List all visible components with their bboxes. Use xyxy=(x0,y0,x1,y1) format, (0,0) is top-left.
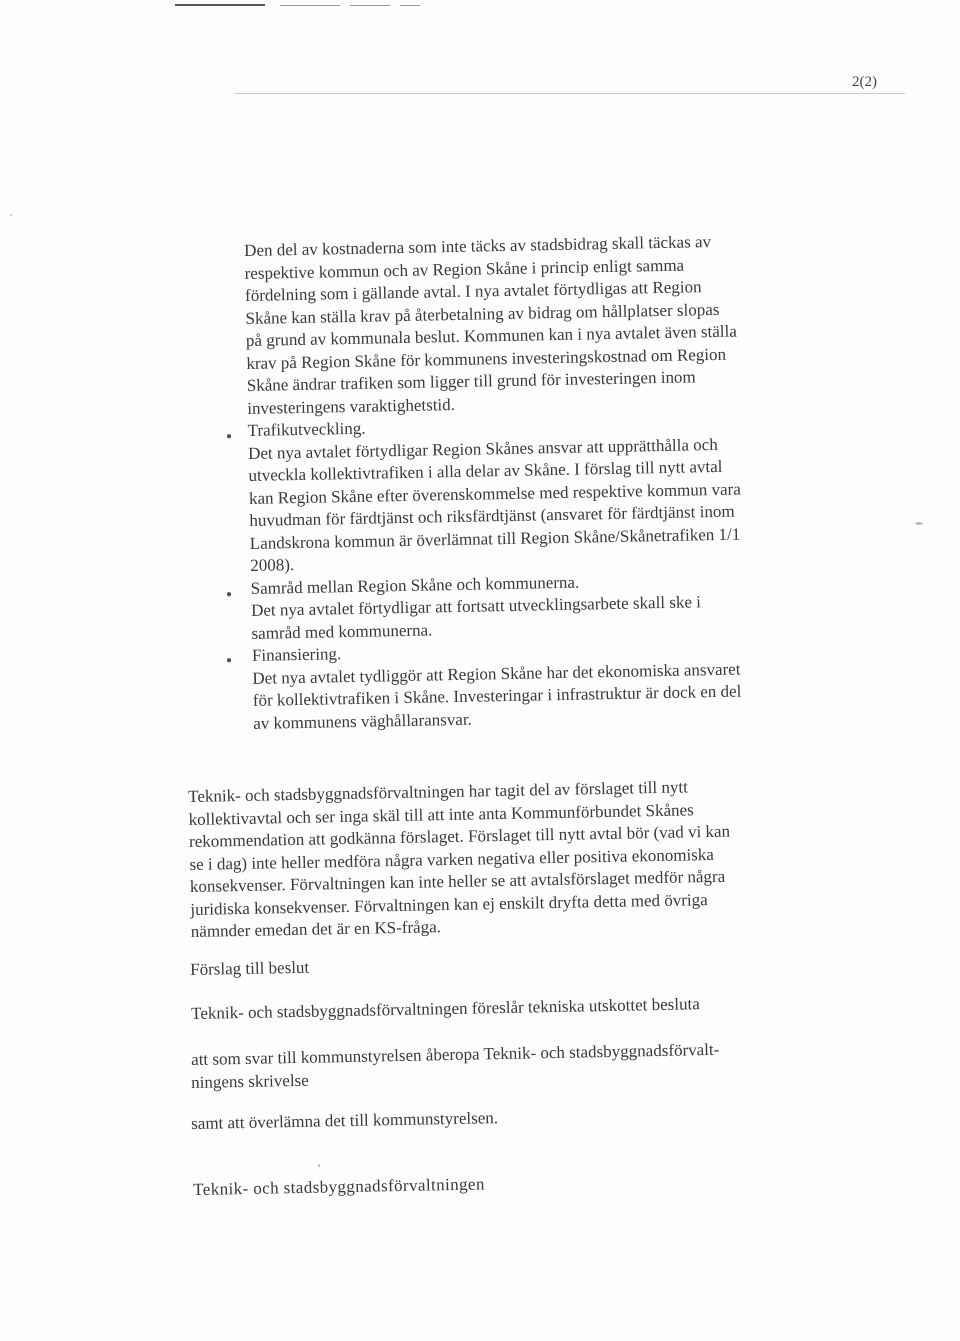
text-line: respektive kommun och av Region Skåne i princip enligt samma xyxy=(244,255,685,283)
text-line: konsekvenser. Förvaltningen kan inte heller se att avtalsförslaget medför några xyxy=(189,866,726,896)
bullet-line: utveckla kollektivtrafiken i alla delar av Skåne. I förslag till nytt avtal xyxy=(248,456,723,485)
bullet-line: av kommunens väghållaransvar. xyxy=(253,709,472,733)
bullet-title-samrad: Samråd mellan Region Skåne och kommunerna. xyxy=(250,572,580,598)
text-line: investeringens varaktighetstid. xyxy=(247,394,456,418)
bullet-line: för kollektivtrafiken i Skåne. Investeringar i infrastruktur är dock en del xyxy=(252,681,742,710)
text-line: Teknik- och stadsbyggnadsförvaltningen har tagit del av förslaget till nytt xyxy=(188,777,689,806)
text-line: Den del av kostnaderna som inte täcks av stadsbidrag skall täckas av xyxy=(244,232,712,260)
bullet-line: kan Region Skåne efter överenskommelse med respektive kommun vara xyxy=(248,479,741,508)
text-line: på grund av kommunala beslut. Kommunen kan i nya avtalet även ställa xyxy=(245,321,738,350)
decision-line: samt att överlämna det till kommunstyrelsen. xyxy=(191,1108,499,1133)
decision-line: att som svar till kommunstyrelsen åberopa Teknik- och stadsbyggnadsförvalt- xyxy=(191,1039,720,1069)
text-line: juridiska konsekvenser. Förvaltningen kan ej enskilt dryfta detta med övriga xyxy=(190,889,708,919)
text-line: se i dag) inte heller medföra några varken negativa eller positiva ekonomiska xyxy=(189,844,715,874)
page-number: 2(2) xyxy=(852,74,877,90)
scan-artifact-dash xyxy=(400,5,420,6)
bullet-line: Det nya avtalet förtydligar Region Skånes ansvar att upprätthålla och xyxy=(247,434,718,463)
scan-speck xyxy=(915,522,923,525)
text-line: Skåne ändrar trafiken som ligger till grund för investeringen inom xyxy=(246,367,696,395)
header-rule xyxy=(235,93,905,94)
bullet-line: Det nya avtalet tydliggör att Region Skåne har det ekonomiska ansvaret xyxy=(252,659,741,688)
scan-speck xyxy=(10,214,12,216)
bullet-title-finansiering: Finansiering. xyxy=(251,644,342,665)
bullet-line: samråd med kommunerna. xyxy=(251,619,433,643)
decision-heading: Förslag till beslut xyxy=(190,957,310,979)
bullet-line: Det nya avtalet förtydligar att fortsatt utvecklingsarbete skall ske i xyxy=(250,592,702,620)
scan-artifact-dash xyxy=(280,5,340,6)
bullet-marker: ● xyxy=(226,431,233,442)
bullet-line: 2008). xyxy=(250,555,295,575)
bullet-marker: ● xyxy=(226,589,233,600)
bullet-marker: ● xyxy=(226,655,233,666)
assessment-paragraph xyxy=(188,774,831,944)
text-line: fördelning som i gällande avtal. I nya avtalet förtydligas att Region xyxy=(244,277,702,305)
scan-artifact-line xyxy=(175,4,265,6)
bullet-title-trafikutveckling: Trafikutveckling. xyxy=(247,418,366,440)
bullet-line: Landskrona kommun är överlämnat till Region Skåne/Skånetrafiken 1/1 xyxy=(249,524,741,553)
text-line: Skåne kan ställa krav på återbetalning av bidrag om hållplatser slopas xyxy=(245,299,720,328)
text-line: rekommendation att godkänna förslaget. Förslaget till nytt avtal bör (vad vi kan xyxy=(188,821,731,851)
cost-and-bullets-section xyxy=(244,229,833,735)
text-line: kollektivavtal och ser inga skäl till att inte anta Kommunförbundet Skånes xyxy=(188,799,694,829)
decision-line: ningens skrivelse xyxy=(191,1070,309,1092)
signature-line: Teknik- och stadsbyggnadsförvaltningen xyxy=(193,1174,485,1199)
bullet-line: huvudman för färdtjänst och riksfärdtjänst (ansvaret för färdtjänst inom xyxy=(249,501,735,530)
scan-speck xyxy=(318,1164,320,1167)
decision-intro: Teknik- och stadsbyggnadsförvaltningen föreslår tekniska utskottet besluta xyxy=(191,994,700,1023)
text-line: krav på Region Skåne för kommunens investeringskostnad om Region xyxy=(246,344,727,373)
text-line: nämnder emedan det är en KS-fråga. xyxy=(190,917,442,941)
scan-artifact-dash xyxy=(350,5,390,6)
